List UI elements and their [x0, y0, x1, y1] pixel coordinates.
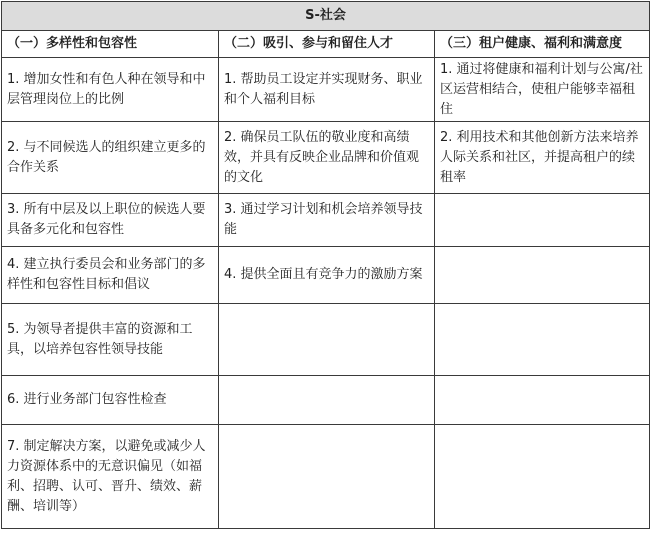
table-cell: 4. 建立执行委员会和业务部门的多样性和包容性目标和倡议 — [2, 247, 219, 304]
table-cell: 1. 帮助员工设定并实现财务、职业和个人福利目标 — [219, 58, 435, 122]
column-header-tenant: （三）租户健康、福利和满意度 — [435, 31, 650, 58]
header-row — [2, 31, 650, 58]
table-cell — [435, 194, 650, 247]
table-cell: 3. 通过学习计划和机会培养领导技能 — [219, 194, 435, 247]
table-cell — [435, 425, 650, 529]
table-cell — [219, 304, 435, 376]
table-cell: 1. 通过将健康和福利计划与公寓/社区运营相结合，使租户能够幸福租住 — [435, 58, 650, 122]
table-cell: 4. 提供全面且有竞争力的激励方案 — [219, 247, 435, 304]
table-row — [2, 304, 650, 376]
table-row — [2, 376, 650, 425]
table-cell — [219, 425, 435, 529]
column-header-diversity: （一）多样性和包容性 — [2, 31, 219, 58]
table-cell — [435, 247, 650, 304]
table-cell: 7. 制定解决方案，以避免或减少人力资源体系中的无意识偏见（如福利、招聘、认可、晋升、绩效、薪酬、培训等） — [2, 425, 219, 529]
title-row — [2, 2, 650, 31]
table-row — [2, 122, 650, 194]
table-row — [2, 194, 650, 247]
table-cell: 1. 增加女性和有色人种在领导和中层管理岗位上的比例 — [2, 58, 219, 122]
table-cell: 5. 为领导者提供丰富的资源和工具，以培养包容性领导技能 — [2, 304, 219, 376]
table-title: S-社会 — [2, 2, 650, 31]
table-cell: 3. 所有中层及以上职位的候选人要具备多元化和包容性 — [2, 194, 219, 247]
table-cell — [435, 304, 650, 376]
table-cell: 2. 确保员工队伍的敬业度和高绩效，并具有反映企业品牌和价值观的文化 — [219, 122, 435, 194]
table-cell: 2. 与不同候选人的组织建立更多的合作关系 — [2, 122, 219, 194]
table-row — [2, 58, 650, 122]
table-cell: 6. 进行业务部门包容性检查 — [2, 376, 219, 425]
table-cell: 2. 利用技术和其他创新方法来培养人际关系和社区，并提高租户的续租率 — [435, 122, 650, 194]
table-row — [2, 425, 650, 529]
social-table — [1, 1, 650, 529]
table-cell — [219, 376, 435, 425]
table-cell — [435, 376, 650, 425]
column-header-talent: （二）吸引、参与和留住人才 — [219, 31, 435, 58]
table-row — [2, 247, 650, 304]
